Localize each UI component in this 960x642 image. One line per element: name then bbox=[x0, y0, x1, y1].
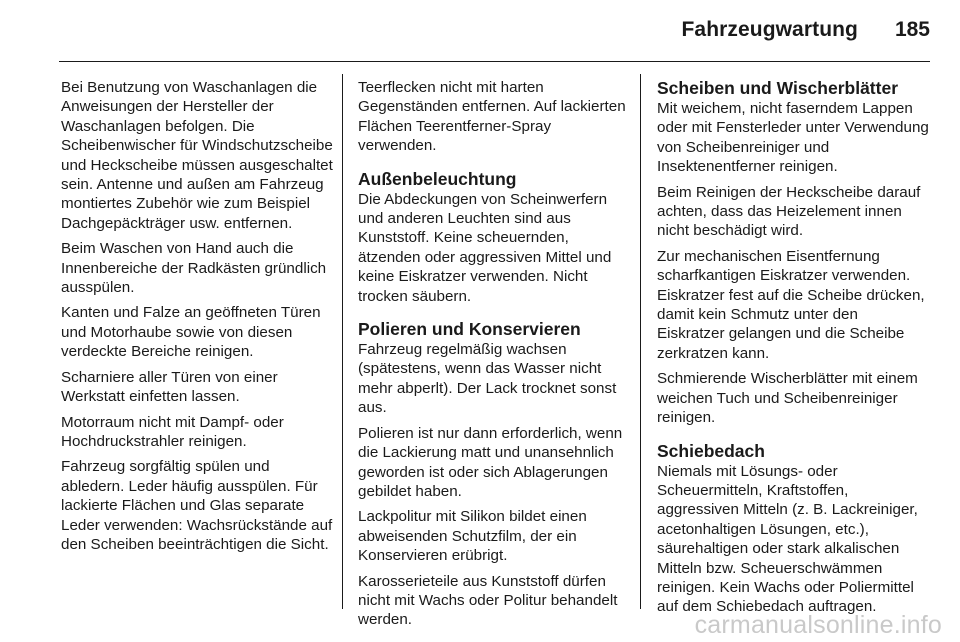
paragraph: Schmierende Wischerblätter mit einem weichen Tuch und Scheibenreiniger reinigen. bbox=[657, 370, 918, 427]
page-number: 185 bbox=[894, 18, 930, 41]
paragraph: Mit weichem, nicht faserndem Lappen oder mit Fensterleder unter Verwendung von Scheibenreiniger und Insektenentferner reinigen. bbox=[657, 100, 929, 176]
paragraph: Bei Benutzung von Waschanlagen die Anweisungen der Hersteller der Waschanlagen befolgen. Die Scheibenwischer für Windschutzscheibe und Heckscheibe müssen ausgeschaltet sein. Antenne und außen am Fahrzeug montiertes Zubehör wie zum Beispiel Dachgepäckträger usw. entfernen. bbox=[61, 79, 333, 232]
section-heading-aussenbeleuchtung: Außenbeleuchtung bbox=[358, 168, 517, 189]
section-heading-scheiben: Scheiben und Wischerblätter bbox=[657, 78, 899, 98]
paragraph: Die Abdeckungen von Scheinwerfern und anderen Leuchten sind aus Kunststoff. Keine scheuernden, ätzenden oder aggressiven Mittel und keine Eiskratzer verwenden. Nicht trocken säubern. bbox=[358, 190, 612, 305]
page-header bbox=[0, 16, 960, 46]
column-3 bbox=[657, 78, 929, 623]
column-2 bbox=[358, 78, 630, 636]
paragraph: Fahrzeug regelmäßig wachsen (spätestens, wenn das Wasser nicht mehr abperlt). Der Lack trocknet sonst aus. bbox=[358, 341, 617, 417]
column-divider-1 bbox=[342, 74, 343, 609]
section-heading-polieren: Polieren und Konservieren bbox=[358, 319, 581, 340]
paragraph: Polieren ist nur dann erforderlich, wenn die Lackierung matt und unansehnlich geworden ist oder sich Ablagerungen gebildet haben. bbox=[358, 424, 623, 500]
paragraph: Teerflecken nicht mit harten Gegenständen entfernen. Auf lackierten Flächen Teerentferner-Spray verwenden. bbox=[358, 79, 626, 155]
watermark: carmanualsonline.info bbox=[694, 611, 942, 639]
paragraph: Beim Waschen von Hand auch die Innenbereiche der Radkästen gründlich ausspülen. bbox=[61, 240, 327, 297]
paragraph: Zur mechanischen Eisentfernung scharfkantigen Eiskratzer verwenden. Eiskratzer fest auf die Scheibe drücken, damit kein Schmutz unter den Eiskratzer gelangen und die Scheibe zerkratzen kann. bbox=[657, 247, 925, 362]
paragraph: Scharniere aller Türen von einer Werkstatt einfetten lassen. bbox=[61, 368, 278, 406]
paragraph: Beim Reinigen der Heckscheibe darauf achten, dass das Heizelement innen nicht beschädigt wird. bbox=[657, 183, 921, 240]
paragraph: Motorraum nicht mit Dampf- oder Hochdruckstrahler reinigen. bbox=[61, 413, 284, 450]
paragraph: Kanten und Falze an geöffneten Türen und Motorhaube sowie von diesen verdeckte Bereiche reinigen. bbox=[61, 304, 321, 361]
paragraph: Lackpolitur mit Silikon bildet einen abweisenden Schutzfilm, der ein Konservieren erübrigt. bbox=[358, 508, 587, 565]
paragraph: Niemals mit Lösungs- oder Scheuermitteln, Kraftstoffen, aggressiven Mitteln (z. B. Lackreiniger, acetonhaltigen Lösungen, etc.), säurehaltigen oder stark alkalischen Mitteln bzw. Scheuerschwämmen reinigen. Kein Wachs oder Poliermittel auf dem Schiebedach auftragen. bbox=[657, 462, 918, 616]
section-heading-schiebedach: Schiebedach bbox=[657, 440, 765, 461]
column-1 bbox=[61, 78, 333, 560]
column-divider-2 bbox=[640, 74, 641, 609]
paragraph: Karosserieteile aus Kunststoff dürfen nicht mit Wachs oder Politur behandelt werden. bbox=[358, 572, 618, 629]
page-title: Fahrzeugwartung bbox=[681, 18, 858, 41]
header-divider bbox=[59, 61, 930, 62]
paragraph: Fahrzeug sorgfältig spülen und abledern. Leder häufig ausspülen. Für lackierte Flächen und Glas separate Leder verwenden: Wachsrückstände auf den Scheiben beeinträchtigen die Sicht. bbox=[61, 458, 333, 553]
